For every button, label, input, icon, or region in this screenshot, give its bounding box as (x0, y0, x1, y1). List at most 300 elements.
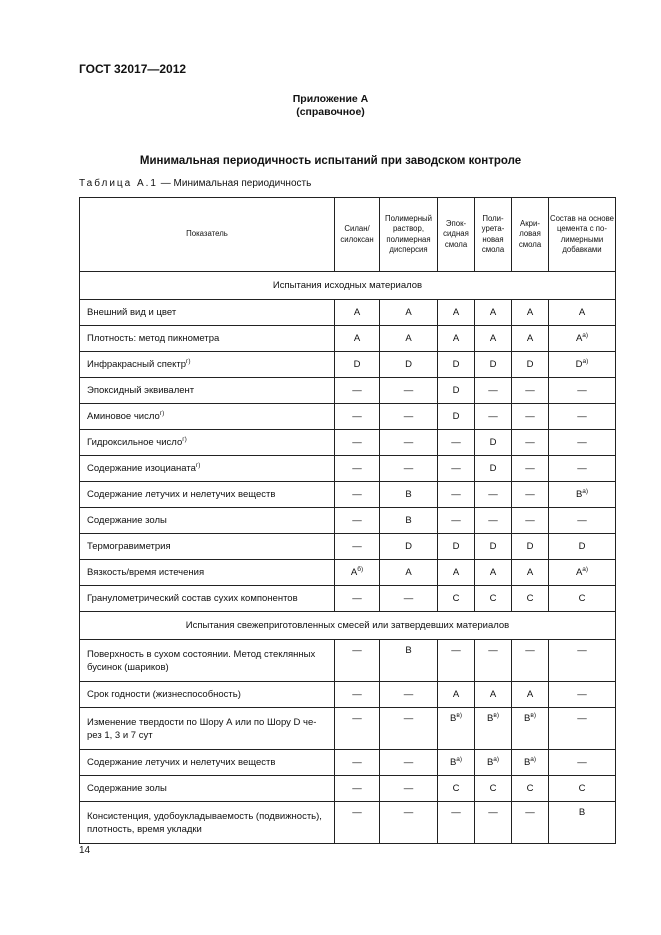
frequency-value: — (525, 385, 535, 396)
frequency-value: B (405, 645, 412, 656)
footnote-marker: а) (582, 488, 589, 495)
frequency-value: — (577, 437, 587, 448)
header-polymer: Полимерный раствор, полимерная дисперсия (380, 198, 438, 272)
indicator-cell (80, 682, 335, 708)
indicator-name: Внешний вид и цвет (87, 307, 177, 318)
frequency-value: D (452, 359, 460, 370)
frequency-value: — (577, 645, 587, 656)
footnote-marker: в) (493, 712, 499, 719)
value-cell (475, 640, 512, 682)
value-cell (380, 802, 438, 844)
value-cell (549, 708, 616, 750)
indicator-name: Вязкость/время истечения (87, 567, 205, 578)
table-row (80, 802, 616, 844)
value-cell (549, 404, 616, 430)
value-cell (380, 708, 438, 750)
value-cell (475, 560, 512, 586)
table-caption (79, 178, 311, 189)
indicator-cell (80, 586, 335, 612)
value-cell (438, 750, 475, 776)
frequency-value: — (352, 385, 362, 396)
header-polyurethane: Поли- урета- новая смола (475, 198, 512, 272)
value-cell (512, 776, 549, 802)
frequency-value: D (353, 359, 361, 370)
table-row (80, 750, 616, 776)
indicator-cell (80, 352, 335, 378)
value-cell (335, 508, 380, 534)
indicator-cell (80, 482, 335, 508)
value-cell (380, 326, 438, 352)
indicator-name: Гидроксильное число (87, 437, 183, 448)
frequency-value: A (452, 307, 460, 318)
frequency-value: B (523, 757, 531, 768)
frequency-value: — (488, 807, 498, 818)
frequency-value: — (451, 489, 461, 500)
indicator-name: Содержание летучих и нелетучих веществ (87, 757, 276, 768)
frequency-value: B (405, 515, 412, 526)
table-row (80, 640, 616, 682)
frequency-value: — (577, 515, 587, 526)
frequency-value: B (405, 489, 412, 500)
frequency-value: B (524, 713, 531, 724)
indicator-cell (80, 802, 335, 844)
value-cell (335, 640, 380, 682)
frequency-value: — (352, 807, 362, 818)
section-row (80, 272, 616, 300)
value-cell (549, 508, 616, 534)
frequency-value: — (525, 437, 535, 448)
footnote-marker: в) (456, 712, 462, 719)
value-cell (549, 682, 616, 708)
frequency-value: — (577, 463, 587, 474)
page-number: 14 (79, 845, 91, 856)
frequency-value: — (403, 783, 414, 794)
footnote-marker: г) (195, 462, 201, 469)
value-cell (438, 378, 475, 404)
value-cell (335, 456, 380, 482)
table-row (80, 534, 616, 560)
frequency-value: D (452, 541, 460, 552)
frequency-value: — (451, 515, 461, 526)
frequency-value: B (486, 757, 494, 768)
indicator-cell (80, 750, 335, 776)
value-cell (438, 640, 475, 682)
frequency-value: C (578, 783, 586, 794)
value-cell (335, 750, 380, 776)
value-cell (335, 404, 380, 430)
frequency-value: D (405, 541, 412, 552)
value-cell (335, 586, 380, 612)
frequency-value: C (452, 783, 460, 794)
footnote-marker: а) (582, 358, 589, 365)
value-cell (475, 404, 512, 430)
indicator-name: Гранулометрический состав сухих компонентов (87, 593, 298, 604)
frequency-value: — (352, 437, 362, 448)
indicator-name: Эпоксидный эквивалент (87, 385, 195, 396)
frequency-value: — (403, 689, 414, 700)
footnote-marker: г) (186, 358, 191, 365)
indicator-name: Содержание золы (87, 515, 167, 526)
frequency-value: A (575, 333, 583, 344)
value-cell (475, 482, 512, 508)
value-cell (549, 802, 616, 844)
value-cell (438, 586, 475, 612)
frequency-value: — (352, 463, 362, 474)
frequency-value: A (405, 307, 412, 318)
value-cell (380, 430, 438, 456)
frequency-value: A (353, 333, 361, 344)
header-epoxy: Эпок- сидная смола (438, 198, 475, 272)
frequency-value: — (352, 689, 362, 700)
indicator-cell (80, 326, 335, 352)
frequency-value: — (403, 593, 414, 604)
value-cell (512, 560, 549, 586)
value-cell (549, 326, 616, 352)
footnote-marker: а) (582, 332, 589, 339)
frequency-value: B (450, 713, 457, 724)
frequency-value: A (452, 567, 460, 578)
value-cell (475, 802, 512, 844)
value-cell (475, 682, 512, 708)
footnote-marker: а) (493, 756, 500, 763)
header-cement: Состав на основе цемента с по- лимерными добавками (549, 198, 616, 272)
frequency-value: — (577, 411, 587, 422)
value-cell (549, 534, 616, 560)
table-row (80, 560, 616, 586)
frequency-value: A (526, 307, 534, 318)
table-row (80, 776, 616, 802)
frequency-value: — (352, 515, 362, 526)
frequency-value: D (526, 359, 534, 370)
indicator-name: Срок годности (жизнеспособность) (87, 689, 241, 700)
table-row (80, 708, 616, 750)
value-cell (438, 482, 475, 508)
frequency-value: A (489, 567, 497, 578)
indicator-name: Изменение твердости по Шору А или по Шору D че- рез 1, 3 и 7 сут (87, 716, 317, 741)
value-cell (335, 352, 380, 378)
value-cell (380, 352, 438, 378)
frequency-value: B (487, 713, 494, 724)
section-heading: Испытания свежеприготовленных смесей или затвердевших материалов (80, 612, 616, 640)
value-cell (380, 586, 438, 612)
value-cell (380, 534, 438, 560)
frequency-value: — (352, 713, 362, 724)
value-cell (380, 508, 438, 534)
table-row (80, 508, 616, 534)
value-cell (335, 300, 380, 326)
indicator-name: Аминовое число (87, 411, 160, 422)
value-cell (380, 300, 438, 326)
value-cell (380, 640, 438, 682)
value-cell (380, 776, 438, 802)
value-cell (512, 750, 549, 776)
frequency-value: C (489, 593, 497, 604)
value-cell (512, 802, 549, 844)
frequency-value: — (525, 807, 535, 818)
value-cell (475, 300, 512, 326)
frequency-value: — (451, 437, 461, 448)
value-cell (380, 482, 438, 508)
frequency-value: — (403, 411, 414, 422)
value-cell (475, 508, 512, 534)
table-header-row (80, 198, 616, 272)
frequency-value: — (403, 463, 414, 474)
frequency-value: — (352, 541, 362, 552)
frequency-value: — (352, 411, 362, 422)
table-row (80, 404, 616, 430)
indicator-cell (80, 430, 335, 456)
value-cell (438, 352, 475, 378)
indicator-name: Инфракрасный спектр (87, 359, 187, 370)
header-indicator: Показатель (80, 198, 335, 272)
section-heading: Испытания исходных материалов (80, 272, 616, 300)
frequency-value: A (350, 567, 358, 578)
table-row (80, 326, 616, 352)
frequency-value: — (403, 757, 414, 768)
appendix-heading (0, 93, 661, 119)
value-cell (512, 404, 549, 430)
value-cell (549, 776, 616, 802)
value-cell (549, 640, 616, 682)
frequency-value: D (452, 385, 460, 396)
value-cell (549, 352, 616, 378)
indicator-name: Содержание золы (87, 783, 167, 794)
value-cell (475, 352, 512, 378)
indicator-cell (80, 300, 335, 326)
frequency-value: — (352, 593, 362, 604)
frequency-value: — (525, 489, 535, 500)
frequency-value: — (403, 385, 414, 396)
value-cell (549, 430, 616, 456)
header-silane: Силан/ силоксан (335, 198, 380, 272)
indicator-cell (80, 404, 335, 430)
frequency-value: D (575, 359, 583, 370)
frequency-value: A (452, 333, 460, 344)
indicator-cell (80, 776, 335, 802)
frequency-value: A (489, 307, 497, 318)
value-cell (475, 456, 512, 482)
table-row (80, 430, 616, 456)
frequency-value: — (352, 645, 362, 656)
value-cell (380, 404, 438, 430)
frequency-value: C (452, 593, 460, 604)
value-cell (335, 482, 380, 508)
footnote-marker: а) (456, 756, 463, 763)
frequency-value: C (578, 593, 586, 604)
value-cell (475, 430, 512, 456)
footnote-marker: в) (530, 712, 536, 719)
value-cell (438, 508, 475, 534)
value-cell (380, 750, 438, 776)
value-cell (335, 682, 380, 708)
frequency-value: D (452, 411, 460, 422)
frequency-value: A (578, 307, 586, 318)
appendix-title: Приложение А (292, 93, 369, 105)
frequency-value: C (526, 593, 534, 604)
value-cell (475, 326, 512, 352)
value-cell (512, 378, 549, 404)
frequency-value: D (489, 541, 497, 552)
indicator-name: Содержание изоцианата (87, 463, 196, 474)
value-cell (475, 534, 512, 560)
indicator-cell (80, 534, 335, 560)
frequency-value: C (526, 783, 534, 794)
value-cell (512, 708, 549, 750)
value-cell (438, 534, 475, 560)
value-cell (512, 534, 549, 560)
frequency-value: A (405, 567, 412, 578)
value-cell (335, 534, 380, 560)
frequency-value: D (489, 463, 497, 474)
value-cell (335, 560, 380, 586)
value-cell (438, 708, 475, 750)
frequency-value: — (525, 515, 535, 526)
indicator-cell (80, 640, 335, 682)
header-acrylic: Акри- ловая смола (512, 198, 549, 272)
frequency-value: D (405, 359, 412, 370)
frequency-value: A (489, 333, 497, 344)
frequency-value: — (352, 489, 362, 500)
frequency-value: — (525, 463, 535, 474)
frequency-value: D (489, 359, 497, 370)
value-cell (335, 802, 380, 844)
frequency-value: A (526, 567, 534, 578)
value-cell (380, 560, 438, 586)
value-cell (549, 482, 616, 508)
frequency-value: — (352, 783, 362, 794)
frequency-value: — (577, 713, 587, 724)
frequency-value: — (403, 437, 414, 448)
frequency-value: A (575, 567, 583, 578)
table-row (80, 352, 616, 378)
frequency-value: D (489, 437, 497, 448)
value-cell (335, 708, 380, 750)
value-cell (549, 750, 616, 776)
frequency-value: B (578, 807, 586, 818)
frequency-value: B (575, 489, 583, 500)
page-title: Минимальная периодичность испытаний при заводском контроле (139, 155, 522, 167)
value-cell (335, 326, 380, 352)
indicator-cell (80, 708, 335, 750)
indicator-cell (80, 378, 335, 404)
value-cell (380, 682, 438, 708)
table-row (80, 456, 616, 482)
value-cell (438, 682, 475, 708)
indicator-name: Консистенция, удобоукладываемость (подвижность), плотность, время укладки (87, 810, 322, 835)
frequency-value: — (488, 645, 498, 656)
value-cell (438, 326, 475, 352)
value-cell (512, 326, 549, 352)
frequency-value: A (489, 689, 497, 700)
table-row (80, 682, 616, 708)
footnote-marker: г) (159, 410, 165, 417)
table-row (80, 300, 616, 326)
footnote-marker: г) (182, 436, 187, 443)
value-cell (438, 802, 475, 844)
value-cell (549, 456, 616, 482)
value-cell (475, 378, 512, 404)
frequency-value: A (452, 689, 460, 700)
frequency-value: A (353, 307, 361, 318)
value-cell (438, 560, 475, 586)
frequency-value: — (403, 713, 414, 724)
value-cell (438, 456, 475, 482)
frequency-value: B (449, 757, 457, 768)
frequency-value: D (526, 541, 534, 552)
value-cell (475, 586, 512, 612)
value-cell (438, 300, 475, 326)
periodicity-table (79, 197, 616, 844)
value-cell (549, 378, 616, 404)
value-cell (475, 750, 512, 776)
value-cell (438, 404, 475, 430)
footnote-marker: а) (582, 566, 589, 573)
value-cell (335, 378, 380, 404)
frequency-value: — (352, 757, 362, 768)
value-cell (512, 640, 549, 682)
value-cell (438, 430, 475, 456)
document-code: ГОСТ 32017—2012 (79, 62, 187, 76)
indicator-cell (80, 560, 335, 586)
indicator-name: Содержание летучих и нелетучих веществ (87, 489, 276, 500)
indicator-name: Плотность: метод пикнометра (87, 333, 220, 344)
footnote-marker: а) (530, 756, 537, 763)
value-cell (380, 456, 438, 482)
value-cell (438, 776, 475, 802)
table-caption-prefix: Таблица А.1 (79, 178, 158, 189)
frequency-value: — (488, 385, 498, 396)
frequency-value: — (525, 411, 535, 422)
value-cell (475, 708, 512, 750)
frequency-value: — (488, 515, 498, 526)
frequency-value: A (405, 333, 412, 344)
indicator-name: Поверхность в сухом состоянии. Метод стеклянных бусинок (шариков) (87, 648, 316, 673)
frequency-value: — (488, 489, 498, 500)
value-cell (335, 430, 380, 456)
section-row (80, 612, 616, 640)
table-caption-text: — Минимальная периодичность (158, 178, 312, 189)
frequency-value: — (577, 385, 587, 396)
frequency-value: — (577, 757, 587, 768)
table-row (80, 586, 616, 612)
table-row (80, 482, 616, 508)
frequency-value: D (578, 541, 586, 552)
indicator-name: Термогравиметрия (87, 541, 171, 552)
frequency-value: A (526, 333, 534, 344)
value-cell (380, 378, 438, 404)
footnote-marker: б) (357, 566, 364, 573)
appendix-subtitle: (справочное) (296, 106, 365, 118)
value-cell (512, 682, 549, 708)
value-cell (512, 352, 549, 378)
value-cell (512, 586, 549, 612)
value-cell (512, 456, 549, 482)
value-cell (512, 508, 549, 534)
frequency-value: — (577, 689, 587, 700)
value-cell (549, 300, 616, 326)
frequency-value: A (526, 689, 534, 700)
value-cell (549, 560, 616, 586)
indicator-cell (80, 456, 335, 482)
indicator-cell (80, 508, 335, 534)
frequency-value: — (525, 645, 535, 656)
value-cell (512, 482, 549, 508)
value-cell (549, 586, 616, 612)
value-cell (335, 776, 380, 802)
frequency-value: — (488, 411, 498, 422)
frequency-value: — (451, 645, 461, 656)
frequency-value: C (489, 783, 497, 794)
